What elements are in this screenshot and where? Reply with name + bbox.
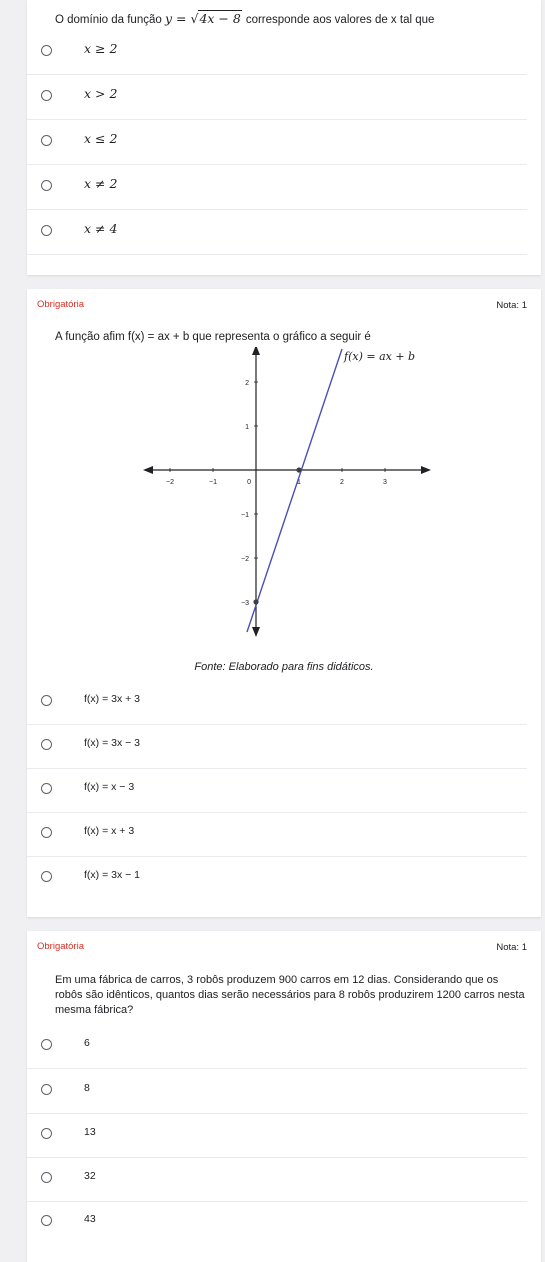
option-label: x ≠ 2 xyxy=(84,176,118,191)
x-axis-left-arrow xyxy=(143,466,153,474)
divider xyxy=(27,254,527,255)
radio-button[interactable] xyxy=(41,1215,52,1226)
option-label: 43 xyxy=(84,1213,96,1225)
question-card-1 xyxy=(27,0,541,275)
question-text-after: corresponde aos valores de x tal que xyxy=(245,14,435,26)
option-label: 32 xyxy=(84,1170,96,1182)
radio-button[interactable] xyxy=(41,90,52,101)
radio-button[interactable] xyxy=(41,827,52,838)
option-label: f(x) = 3x − 3 xyxy=(84,737,141,749)
option-8[interactable] xyxy=(27,1070,527,1114)
sqrt-expression: √4x − 8 xyxy=(190,11,241,26)
y-tick-label: −3 xyxy=(241,600,249,607)
grade-label: Nota: 1 xyxy=(496,942,527,953)
divider xyxy=(27,209,527,210)
radio-button[interactable] xyxy=(41,871,52,882)
x-intercept-point xyxy=(296,467,301,472)
equation-lhs: y = xyxy=(164,11,187,26)
option-label: f(x) = x − 3 xyxy=(84,781,135,793)
y-tick-label: 1 xyxy=(245,424,249,431)
option-6[interactable] xyxy=(27,1025,527,1069)
radio-button[interactable] xyxy=(41,225,52,236)
option-13[interactable] xyxy=(27,1114,527,1158)
option-x-ne-2[interactable] xyxy=(27,166,527,210)
option-x-minus-3[interactable] xyxy=(27,769,527,813)
question-text xyxy=(55,11,535,28)
x-axis-right-arrow xyxy=(421,466,431,474)
question-text-before: O domínio da função xyxy=(55,14,162,26)
option-label: 8 xyxy=(84,1082,90,1094)
option-3x-minus-1[interactable] xyxy=(27,857,527,901)
option-x-ne-4[interactable] xyxy=(27,211,527,255)
figure-source: Fonte: Elaborado para fins didáticos. xyxy=(194,661,374,673)
question-text: Em uma fábrica de carros, 3 robôs produzem 900 carros em 12 dias. Considerando que os robôs são idênticos, quantos dias serão necessários para 8 robôs produzirem 1200 carros nesta mesma fábrica? xyxy=(55,974,525,1016)
option-x-ge-2[interactable] xyxy=(27,31,527,75)
question-card-2 xyxy=(27,289,541,917)
option-label: f(x) = x + 3 xyxy=(84,825,135,837)
x-tick-label: 1 xyxy=(297,479,301,486)
divider xyxy=(27,119,527,120)
radio-button[interactable] xyxy=(41,695,52,706)
option-label: f(x) = 3x − 1 xyxy=(84,869,141,881)
radio-button[interactable] xyxy=(41,1128,52,1139)
y-intercept-point xyxy=(253,599,258,604)
option-label: 13 xyxy=(84,1126,96,1138)
radio-button[interactable] xyxy=(41,1084,52,1095)
y-axis-up-arrow xyxy=(252,347,260,355)
option-label: x ≥ 2 xyxy=(84,41,118,56)
option-x-gt-2[interactable] xyxy=(27,76,527,120)
required-label: Obrigatória xyxy=(37,941,84,952)
x-tick-label: −1 xyxy=(209,479,217,486)
option-x-plus-3[interactable] xyxy=(27,813,527,857)
divider xyxy=(27,1068,527,1069)
x-tick-label: 3 xyxy=(383,479,387,486)
divider xyxy=(27,74,527,75)
y-tick-label: 2 xyxy=(245,380,249,387)
option-label: 6 xyxy=(84,1037,90,1049)
function-line xyxy=(247,349,342,632)
question-card-3 xyxy=(27,931,541,1262)
option-label: x > 2 xyxy=(84,86,118,101)
option-label: x ≠ 4 xyxy=(84,221,118,236)
radio-button[interactable] xyxy=(41,783,52,794)
function-graph xyxy=(139,347,439,647)
divider xyxy=(27,164,527,165)
option-label: x ≤ 2 xyxy=(84,131,118,146)
x-tick-label: −2 xyxy=(166,479,174,486)
radio-button[interactable] xyxy=(41,1172,52,1183)
required-label: Obrigatória xyxy=(37,299,84,310)
x-tick-label: 2 xyxy=(340,479,344,486)
y-axis-down-arrow xyxy=(252,627,260,637)
option-3x-minus-3[interactable] xyxy=(27,725,527,769)
radio-button[interactable] xyxy=(41,739,52,750)
option-43[interactable] xyxy=(27,1201,527,1245)
radio-button[interactable] xyxy=(41,180,52,191)
y-tick-label: −1 xyxy=(241,512,249,519)
grade-label: Nota: 1 xyxy=(496,300,527,311)
option-32[interactable] xyxy=(27,1158,527,1202)
question-text: A função afim f(x) = ax + b que representa o gráfico a seguir é xyxy=(55,331,371,343)
x-tick-label: 0 xyxy=(247,479,251,486)
equation xyxy=(165,11,246,26)
option-x-le-2[interactable] xyxy=(27,121,527,165)
y-tick-label: −2 xyxy=(241,556,249,563)
option-3x-plus-3[interactable] xyxy=(27,681,527,725)
option-label: f(x) = 3x + 3 xyxy=(84,693,141,705)
function-label: f(x) = ax + b xyxy=(344,350,416,363)
radio-button[interactable] xyxy=(41,1039,52,1050)
radio-button[interactable] xyxy=(41,135,52,146)
radio-button[interactable] xyxy=(41,45,52,56)
radicand: 4x − 8 xyxy=(199,11,241,26)
